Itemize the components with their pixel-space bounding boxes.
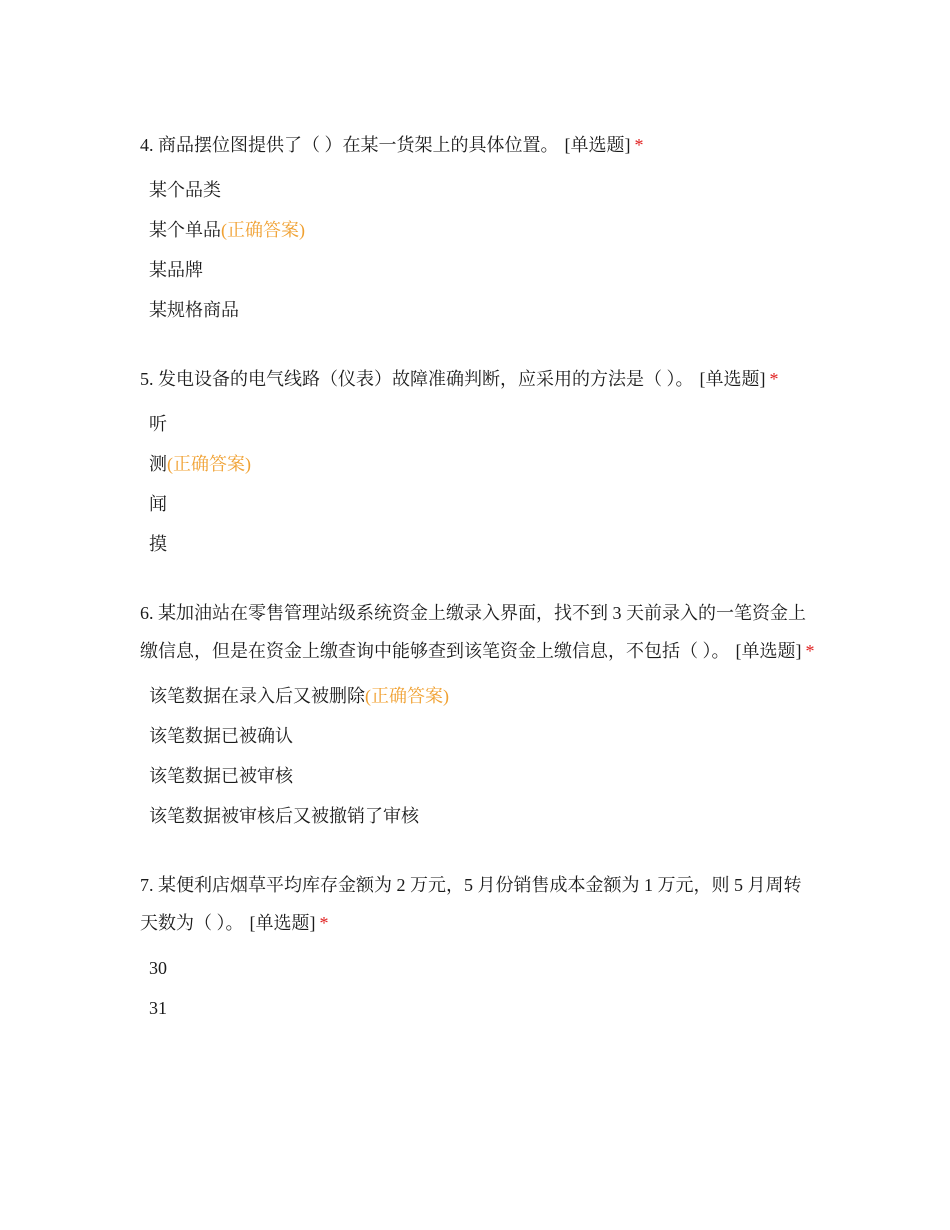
correct-answer-label: (正确答案): [167, 454, 251, 474]
question-type-tag: [单选题]: [249, 913, 316, 933]
option-item[interactable]: [149, 404, 815, 444]
option-text: 听: [149, 414, 167, 434]
question-type-tag: [单选题]: [564, 135, 631, 155]
question-number: 7.: [140, 875, 154, 895]
option-item[interactable]: [149, 250, 815, 290]
question-text: 商品摆位图提供了（ ）在某一货架上的具体位置。: [158, 135, 559, 155]
option-list: [140, 676, 815, 836]
question-number: 6.: [140, 603, 154, 623]
question-text: 某加油站在零售管理站级系统资金上缴录入界面，找不到 3 天前录入的一笔资金上缴信息，但是在资金上缴查询中能够查到该笔资金上缴信息，不包括（ ）。: [140, 603, 806, 661]
option-text: 测: [149, 454, 167, 474]
option-text: 该笔数据已被审核: [149, 766, 293, 786]
option-text: 摸: [149, 534, 167, 554]
option-list: [140, 948, 815, 1028]
question-title: [140, 360, 815, 398]
question-title: [140, 594, 815, 670]
question-number: 5.: [140, 369, 154, 389]
required-mark: *: [805, 641, 815, 661]
option-item[interactable]: [149, 716, 815, 756]
option-item[interactable]: [149, 444, 815, 484]
option-item[interactable]: [149, 796, 815, 836]
question-6: [140, 594, 815, 836]
option-text: 某个单品: [149, 220, 221, 240]
option-text: 该笔数据被审核后又被撤销了审核: [149, 806, 419, 826]
question-text: 某便利店烟草平均库存金额为 2 万元，5 月份销售成本金额为 1 万元，则 5 月周转天数为（ ）。: [140, 875, 802, 933]
question-title: [140, 866, 815, 942]
option-item[interactable]: [149, 948, 815, 988]
option-list: [140, 404, 815, 564]
question-list: [140, 126, 815, 1058]
option-text: 某个品类: [149, 180, 221, 200]
question-number: 4.: [140, 135, 154, 155]
question-7: [140, 866, 815, 1028]
option-text: 30: [149, 958, 167, 978]
question-type-tag: [单选题]: [699, 369, 766, 389]
option-text: 31: [149, 998, 167, 1018]
question-text: 发电设备的电气线路（仪表）故障准确判断，应采用的方法是（ ）。: [158, 369, 694, 389]
option-item[interactable]: [149, 484, 815, 524]
option-text: 该笔数据已被确认: [149, 726, 293, 746]
correct-answer-label: (正确答案): [365, 686, 449, 706]
option-text: 闻: [149, 494, 167, 514]
question-title: [140, 126, 815, 164]
option-item[interactable]: [149, 756, 815, 796]
correct-answer-label: (正确答案): [221, 220, 305, 240]
question-5: [140, 360, 815, 564]
option-text: 某品牌: [149, 260, 203, 280]
option-item[interactable]: [149, 210, 815, 250]
option-item[interactable]: [149, 290, 815, 330]
option-item[interactable]: [149, 988, 815, 1028]
option-item[interactable]: [149, 170, 815, 210]
required-mark: *: [769, 369, 779, 389]
question-type-tag: [单选题]: [735, 641, 802, 661]
question-4: [140, 126, 815, 330]
option-item[interactable]: [149, 524, 815, 564]
required-mark: *: [319, 913, 329, 933]
option-text: 某规格商品: [149, 300, 239, 320]
option-text: 该笔数据在录入后又被删除: [149, 686, 365, 706]
option-item[interactable]: [149, 676, 815, 716]
required-mark: *: [634, 135, 644, 155]
option-list: [140, 170, 815, 330]
